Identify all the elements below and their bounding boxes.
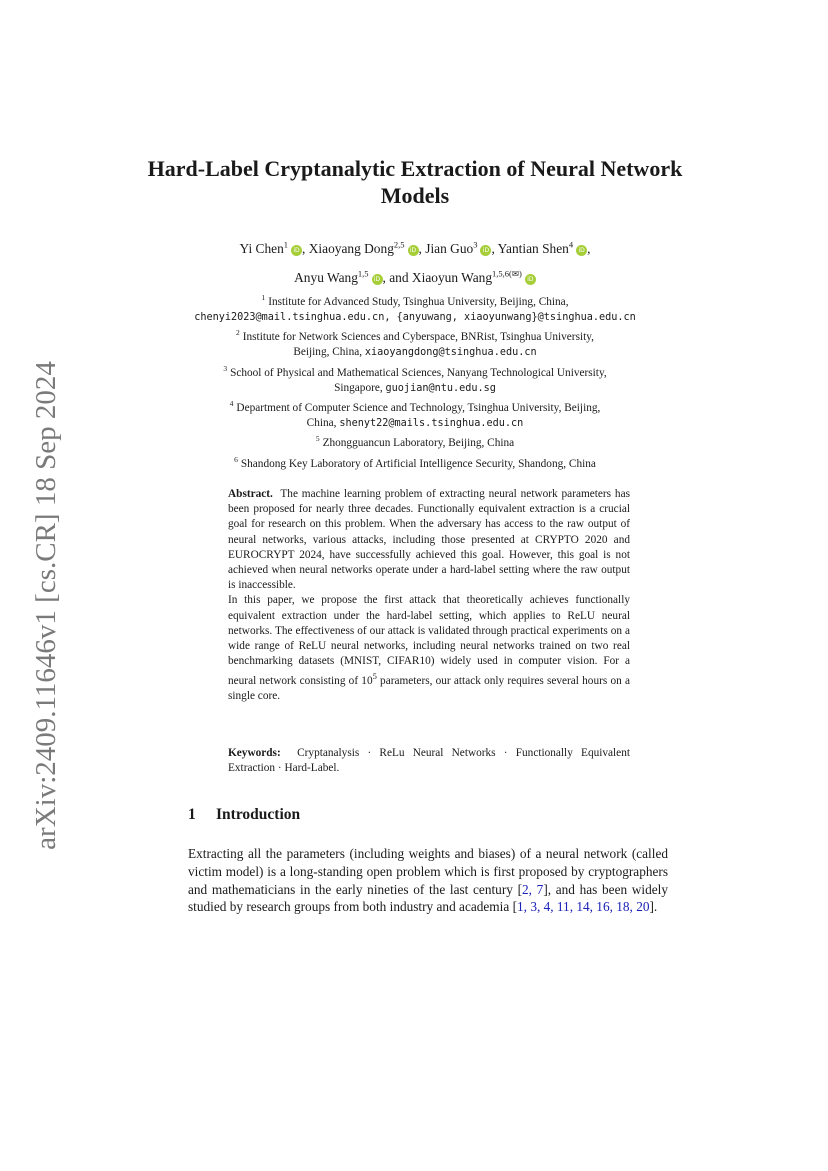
affiliation-list	[170, 290, 660, 472]
affiliation: $^5$ Zhongguancun Laboratory, Beijing, China	[315, 434, 515, 450]
author: Jian Guo$^3$iD ,	[425, 240, 498, 257]
section-number: 1	[188, 806, 196, 823]
keywords	[228, 746, 630, 776]
orcid-icon[interactable]: iD	[408, 245, 419, 256]
arxiv-id: arXiv:2409.11646v1 [cs.CR] 18 Sep 2024	[29, 360, 62, 850]
affiliation: $^1$ Institute for Advanced Study, Tsinghua University, Beijing, China, chenyi2023@mail.tsinghua.edu.cn, {anyuwang, xiaoyunwang}@tsinghua.edu.cn	[194, 293, 636, 324]
author: Anyu Wang$^{1,5}$iD , and	[294, 268, 412, 285]
orcid-icon[interactable]: iD	[372, 274, 383, 285]
section-heading	[188, 806, 668, 824]
abstract	[228, 487, 630, 705]
affiliation-email[interactable]: shenyt22@mails.tsinghua.edu.cn	[339, 418, 524, 430]
orcid-icon[interactable]: iD	[525, 274, 536, 285]
orcid-icon[interactable]: iD	[576, 245, 587, 256]
affiliation-email[interactable]: xiaoyangdong@tsinghua.edu.cn	[364, 347, 537, 359]
affiliation: $^2$ Institute for Network Sciences and Cyberspace, BNRist, Tsinghua University, Beijing, China, xiaoyangdong@tsinghua.edu.cn	[236, 328, 594, 359]
abstract-paragraph: In this paper, we propose the first attack that theoretically achieves functionally equivalent extraction under the hard-label setting, which applies to ReLU neural networks. The effectiveness of our attack is validated through practical experiments on a wide range of ReLU neural networks, including neural networks trained on two real benchmarking datasets (MNIST, CIFAR10) widely used in computer vision. For a neural network consisting of $10^5$ parameters, our attack only requires several hours on a single core.	[228, 594, 630, 703]
intro-paragraph: Extracting all the parameters (including weights and biases) of a neural network (called victim model) is a long-standing open problem which is first proposed by cryptographers and mathematicians in the early nineties of the last century [2, 7], and has been widely studied by research groups from both industry and academia [1, 3, 4, 11, 14, 16, 18, 20].	[188, 846, 668, 915]
author: Xiaoyun Wang$^{1,5,6(✉)}$iD	[412, 270, 536, 285]
keywords-text: Cryptanalysis · ReLu Neural Networks · Functionally Equivalent Extraction · Hard-Label.	[228, 747, 630, 775]
author-line-2	[160, 261, 670, 289]
author: Yi Chen$^1$iD ,	[239, 240, 309, 257]
paper-title: Hard-Label Cryptanalytic Extraction of Neural Network Models	[147, 156, 683, 208]
affiliation-email[interactable]: chenyi2023@mail.tsinghua.edu.cn, {anyuwang, xiaoyunwang}@tsinghua.edu.cn	[194, 312, 636, 324]
orcid-icon[interactable]: iD	[291, 245, 302, 256]
affiliation: $^4$ Department of Computer Science and Technology, Tsinghua University, Beijing, China, shenyt22@mails.tsinghua.edu.cn	[229, 399, 601, 430]
author: Yantian Shen$^4$iD ,	[497, 240, 591, 257]
arxiv-stamp	[30, 360, 62, 850]
citation-link[interactable]: 1, 3, 4, 11, 14, 16, 18, 20	[517, 899, 650, 915]
affiliation-email[interactable]: guojian@ntu.edu.sg	[385, 382, 496, 394]
section-title: Introduction	[216, 806, 301, 823]
citation-link[interactable]: 2, 7	[522, 881, 544, 897]
author-line-1	[160, 233, 670, 261]
affiliation: $^3$ School of Physical and Mathematical Sciences, Nanyang Technological University, Singapore, guojian@ntu.edu.sg	[223, 363, 607, 394]
abstract-paragraph: Abstract. The machine learning problem of extracting neural network parameters has been proposed for nearly three decades. Functionally equivalent extraction is a crucial goal for research on this problem. When the adversary has access to the raw output of neural networks, various attacks, including those presented at CRYPTO 2020 and EUROCRYPT 2024, have successfully achieved this goal. However, this goal is not achieved when neural networks operate under a hard-label setting where the raw output is inaccessible.	[228, 488, 630, 592]
author: Xiaoyang Dong$^{2,5}$iD ,	[308, 240, 426, 257]
affiliation: $^6$ Shandong Key Laboratory of Artificial Intelligence Security, Shandong, China	[234, 454, 596, 470]
author-list	[160, 233, 670, 290]
abstract-label: Abstract.	[228, 488, 273, 500]
orcid-icon[interactable]: iD	[480, 245, 491, 256]
keywords-label: Keywords:	[228, 747, 281, 759]
